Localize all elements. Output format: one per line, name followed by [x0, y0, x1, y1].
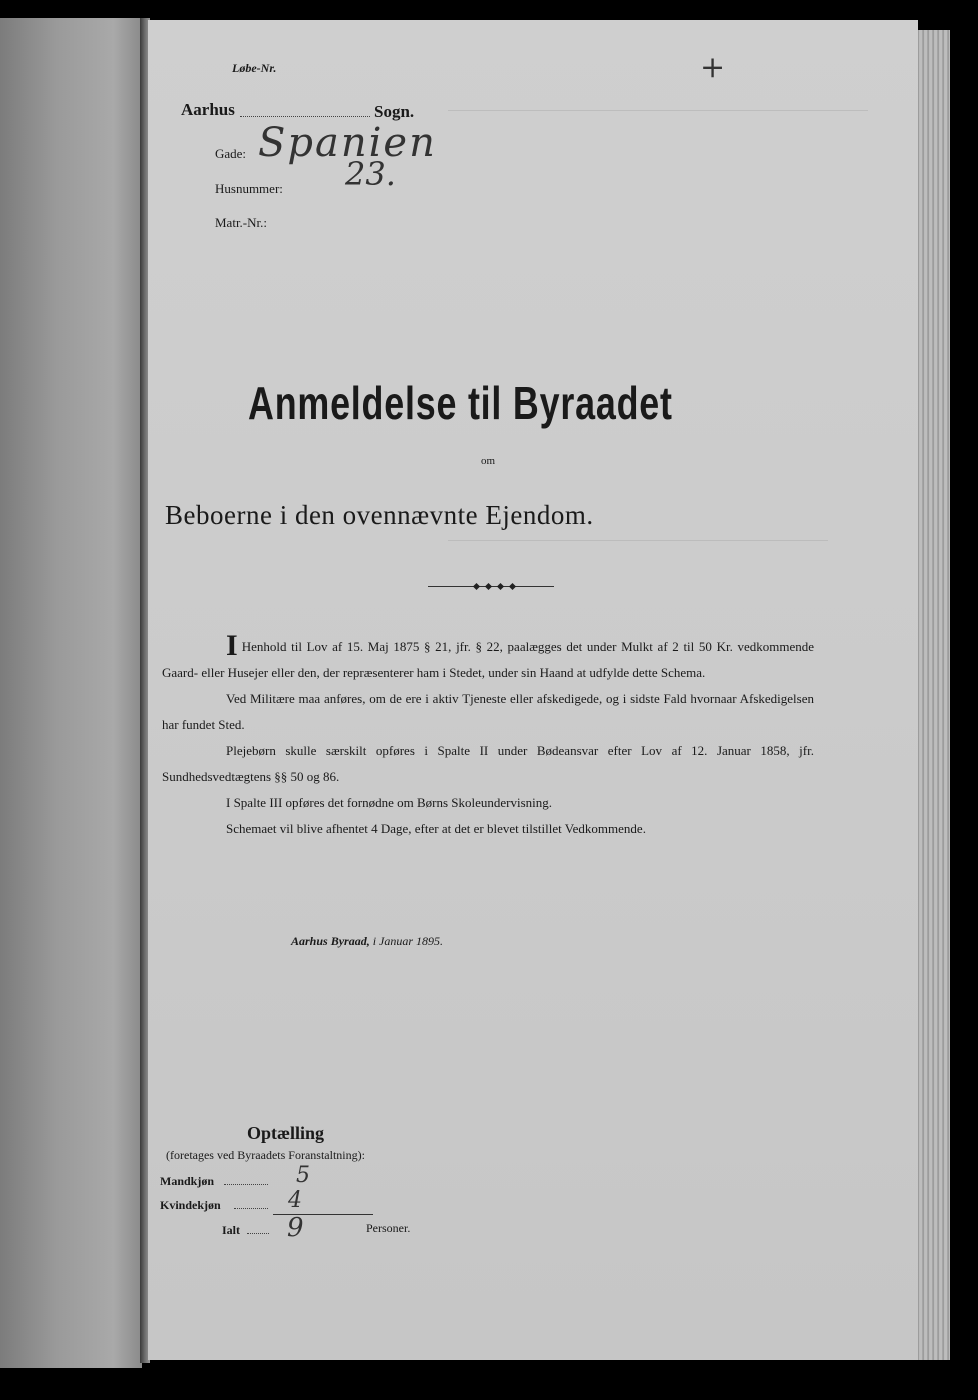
- dotted-leader: [247, 1233, 269, 1234]
- drop-initial: I: [226, 629, 238, 662]
- instruction-paragraph: Schemaet vil blive afhentet 4 Dage, efter at det er blevet tilstillet Vedkommende.: [226, 821, 646, 836]
- left-page-facing: [0, 18, 142, 1368]
- matr-label: Matr.-Nr.:: [215, 215, 267, 230]
- instruction-paragraph: Plejebørn skulle særskilt opføres i Spalte II under Bødeansvar efter Lov af 12. Januar 1858, jfr. Sundhedsvedtægtens §§ 50 og 86.: [162, 743, 814, 784]
- gade-value: Spanien: [258, 120, 437, 166]
- loebe-nr-value: +: [700, 50, 726, 85]
- dotted-leader: [224, 1184, 268, 1185]
- bleed-through-line: [448, 540, 828, 541]
- city-label: Aarhus: [181, 100, 235, 119]
- instructions-block: [162, 629, 814, 842]
- mandkjon-value: 5: [296, 1163, 310, 1188]
- bleed-through-line: [448, 110, 868, 111]
- mandkjon-label: Mandkjøn: [160, 1174, 215, 1188]
- signature-line: [291, 934, 443, 949]
- loebe-nr-label: Løbe-Nr.: [232, 61, 277, 75]
- title-connector: om: [481, 455, 496, 467]
- kvindekjon-label: Kvindekjøn: [160, 1198, 221, 1212]
- census-note: (foretages ved Byraadets Foranstaltning):: [166, 1148, 365, 1162]
- instruction-paragraph: Ved Militære maa anføres, om de ere i aktiv Tjeneste eller afskedigede, og i sidste Fald hvornaar Afskedigelsen har fundet Sted.: [162, 691, 814, 732]
- kvindekjon-value: 4: [288, 1188, 302, 1213]
- gade-label: Gade:: [215, 146, 247, 161]
- husnummer-value: 23.: [345, 155, 396, 193]
- husnummer-label: Husnummer:: [215, 181, 283, 196]
- signature-date: i Januar 1895.: [372, 934, 444, 948]
- dotted-leader: [234, 1208, 268, 1209]
- sogn-label: Sogn.: [374, 102, 415, 121]
- instruction-paragraph: I Henhold til Lov af 15. Maj 1875 § 21, jfr. § 22, paalægges det under Mulkt af 2 til 50 Kr. vedkommende Gaard- eller Husejer eller den, der repræsenterer ham i Stedet, under sin Haand at udfylde dette Schema.: [162, 629, 814, 680]
- ialt-label: Ialt: [222, 1223, 240, 1237]
- census-title: Optælling: [247, 1123, 325, 1143]
- ialt-value: 9: [287, 1213, 304, 1243]
- signature-org: Aarhus Byraad,: [291, 934, 370, 948]
- instruction-paragraph: I Spalte III opføres det fornødne om Børns Skoleundervisning.: [226, 795, 553, 810]
- document-title: Anmeldelse til Byraadet: [248, 377, 673, 429]
- personer-label: Personer.: [366, 1221, 411, 1235]
- sogn-dotted-line: [240, 116, 370, 117]
- document-subtitle: Beboerne i den ovennævnte Ejendom.: [165, 500, 594, 530]
